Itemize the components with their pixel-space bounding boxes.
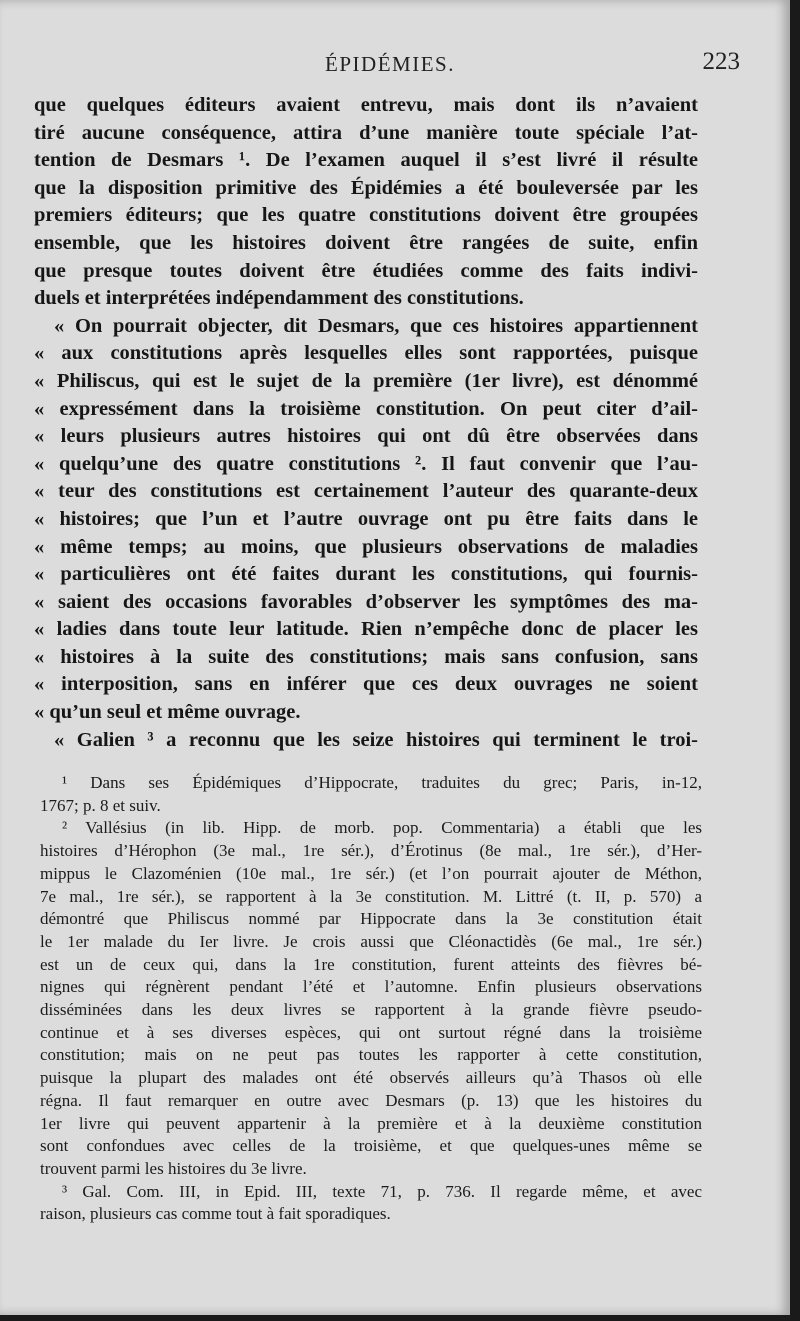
body-line: « aux constitutions après lesquelles elles sont rapportées, puisque (34, 342, 698, 365)
body-line: duels et interprétées indépendamment des constitutions. (34, 287, 524, 310)
page-header (40, 48, 740, 82)
body-line: « même temps; au moins, que plusieurs observations de maladies (34, 535, 698, 558)
body-line: « histoires; que l’un et l’autre ouvrage ont pu être faits dans le (34, 507, 698, 530)
body-line: que quelques éditeurs avaient entrevu, mais dont ils n’avaient (34, 94, 698, 116)
body-line: tiré aucune conséquence, attira d’une manière toute spéciale l’at- (34, 121, 698, 144)
body-line: « qu’un seul et même ouvrage. (34, 701, 301, 724)
footnote-line: puisque la plupart des malades ont été observés ailleurs qu’à Thasos où elle (40, 1068, 702, 1088)
footnote-line: nignes qui régnèrent pendant l’été et l’automne. Enfin plusieurs observations (40, 977, 702, 997)
body-line: tention de Desmars ¹. De l’examen auquel il s’est livré il résulte (34, 149, 698, 172)
body-line: « interposition, sans en inférer que ces deux ouvrages ne soient (34, 673, 698, 696)
footnote-line: constitution; mais on ne peut pas toutes les rapporter à cette constitution, (40, 1045, 702, 1065)
footnote-line: est un de ceux qui, dans la 1re constitution, furent atteints des fièvres bé- (40, 954, 702, 974)
footnote-line: régna. Il faut remarquer en outre avec Desmars (p. 13) que les histoires du (40, 1090, 702, 1110)
page-number: 223 (702, 48, 740, 75)
footnote-line: 7e mal., 1re sér.), se rapportent à la 3e constitution. M. Littré (t. II, p. 570) a (40, 886, 702, 906)
footnote-line: ¹ Dans ses Épidémiques d’Hippocrate, traduites du grec; Paris, in-12, (62, 773, 702, 792)
footnote-line: démontré que Philiscus nommé par Hippocrate dans la 3e constitution était (40, 909, 702, 929)
body-line: « saient des occasions favorables d’observer les symptômes des ma- (34, 590, 698, 613)
footnote-line: 1767; p. 8 et suiv. (40, 795, 161, 815)
body-line: « Galien ³ a reconnu que les seize histoires qui terminent le troi- (54, 728, 698, 751)
footnote-line: ² Vallésius (in lib. Hipp. de morb. pop. Commentaria) a établi que les (62, 818, 702, 838)
body-line: « histoires à la suite des constitutions; mais sans confusion, sans (34, 645, 698, 668)
footnote-line: histoires d’Hérophon (3e mal., 1re sér.), d’Érotinus (8e mal., 1re sér.), d’Her- (40, 841, 702, 861)
footnote-line: raison, plusieurs cas comme tout à fait sporadiques. (40, 1204, 391, 1224)
footnote-line: continue et à ses diverses espèces, qui ont surtout régné dans la troisième (40, 1022, 702, 1042)
footnote-line: ³ Gal. Com. III, in Epid. III, texte 71, p. 736. Il regarde même, et avec (62, 1181, 702, 1201)
body-line: « On pourrait objecter, dit Desmars, que ces histoires appartiennent (54, 314, 698, 337)
footnote-line: disséminées dans les deux livres se rapportent à la grande fièvre pseudo- (40, 1000, 702, 1020)
body-text (34, 92, 698, 754)
footnote-line: 1er livre qui peuvent appartenir à la première et à la deuxième constitution (40, 1113, 702, 1133)
footnote-line: le 1er malade du Ier livre. Je crois aussi que Cléonactidès (6e mal., 1re sér.) (40, 931, 702, 951)
footnote-line: mippus le Clazoménien (10e mal., 1re sér.) (et l’on pourrait ajouter de Méthon, (40, 863, 702, 883)
body-line: premiers éditeurs; que les quatre constitutions doivent être groupées (34, 204, 698, 227)
running-title: ÉPIDÉMIES. (325, 52, 455, 76)
body-line: « expressément dans la troisième constitution. On peut citer d’ail- (34, 397, 698, 420)
footnote-line: sont confondues avec celles de la troisième, et que quelques-unes même se (40, 1136, 702, 1156)
body-line: « particulières ont été faites durant les constitutions, qui fournis- (34, 563, 698, 586)
body-line: que presque toutes doivent être étudiées comme des faits indivi- (34, 259, 698, 282)
body-line: « Philiscus, qui est le sujet de la première (1er livre), est dénommé (34, 369, 698, 392)
body-line: « teur des constitutions est certainement l’auteur des quarante-deux (34, 480, 698, 503)
body-line: « quelqu’une des quatre constitutions ². Il faut convenir que l’au- (34, 452, 698, 475)
body-line: « leurs plusieurs autres histoires qui ont dû être observées dans (34, 425, 698, 448)
footnote-line: trouvent parmi les histoires du 3e livre. (40, 1158, 307, 1178)
body-line: « ladies dans toute leur latitude. Rien n’empêche donc de placer les (34, 618, 698, 641)
body-line: ensemble, que les histoires doivent être rangées de suite, enfin (34, 231, 698, 254)
footnotes (40, 772, 702, 1226)
body-line: que la disposition primitive des Épidémies a été bouleversée par les (34, 176, 698, 199)
